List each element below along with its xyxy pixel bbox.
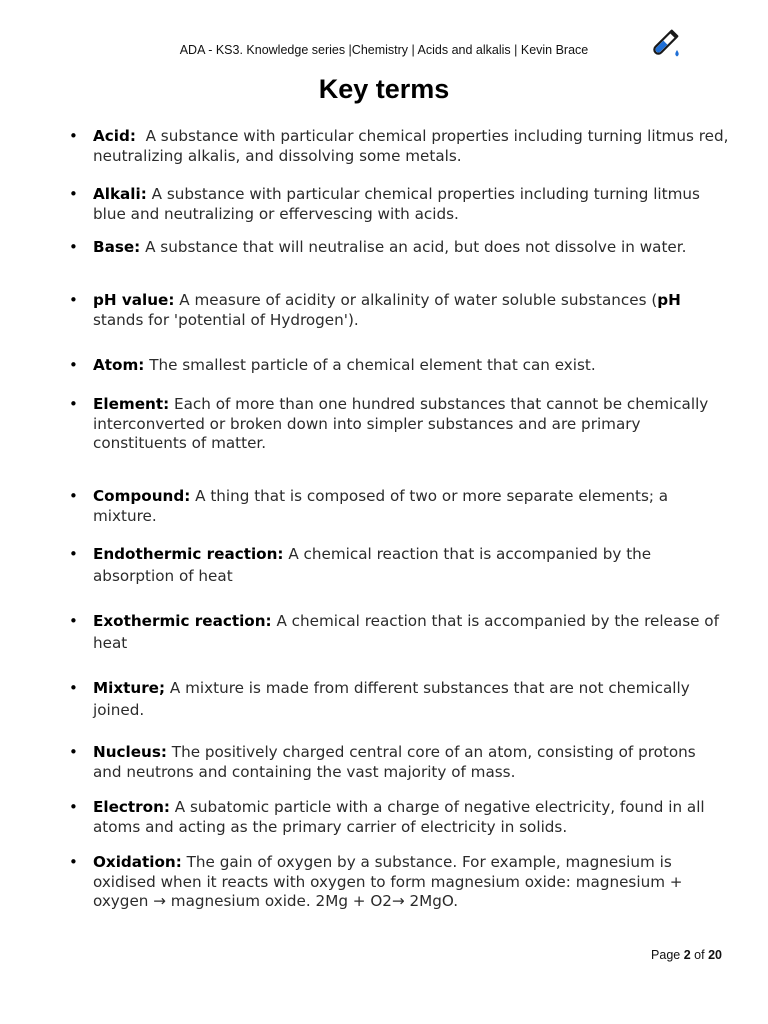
term-definition: A chemical reaction that is accompanied by the absorption of heat: [93, 545, 652, 585]
term-label: Alkali:: [93, 185, 147, 203]
term-definition-a: A measure of acidity or alkalinity of water soluble substances (: [179, 291, 658, 309]
term-definition: The smallest particle of a chemical element that can exist.: [149, 356, 596, 374]
bullet: •: [69, 291, 78, 309]
bullet: •: [69, 487, 78, 505]
term-exothermic-reaction: [69, 610, 729, 654]
term-label: Compound:: [93, 487, 191, 505]
bullet: •: [69, 127, 78, 145]
term-definition: The gain of oxygen by a substance. For example, magnesium is oxidised when it reacts with oxygen to form magnesium oxide: magnesium + oxygen → magnesium oxide. 2Mg + O2→ 2MgO.: [93, 853, 683, 910]
term-nucleus: [69, 743, 729, 782]
term-definition-bold: pH: [657, 291, 681, 309]
term-base: [69, 238, 729, 258]
term-label: Exothermic reaction:: [93, 612, 272, 630]
bullet: •: [69, 798, 78, 816]
page-title: Key terms: [318, 74, 450, 104]
page-label: Page: [651, 948, 681, 962]
term-compound: [69, 487, 729, 526]
term-definition: A mixture is made from different substances that are not chemically joined.: [93, 679, 690, 719]
page-header: ADA - KS3. Knowledge series |Chemistry | Acids and alkalis | Kevin Brace: [179, 43, 589, 57]
term-mixture: [69, 677, 729, 721]
page-number: [651, 948, 722, 962]
term-definition: A chemical reaction that is accompanied by the release of heat: [93, 612, 719, 652]
term-label: Acid:: [93, 127, 136, 145]
term-definition: A substance that will neutralise an acid, but does not dissolve in water.: [145, 238, 687, 256]
test-tube-icon: [648, 28, 684, 62]
term-alkali: [69, 185, 729, 224]
bullet: •: [69, 679, 78, 697]
term-definition: A substance with particular chemical properties including turning litmus blue and neutralizing or effervescing with acids.: [93, 185, 700, 223]
term-oxidation: [69, 853, 729, 912]
page-current: 2: [683, 948, 691, 962]
term-acid: [69, 127, 729, 166]
page-total: 20: [708, 948, 722, 962]
term-definition: A subatomic particle with a charge of negative electricity, found in all atoms and acting as the primary carrier of electricity in solids.: [93, 798, 705, 836]
term-definition: A substance with particular chemical properties including turning litmus red, neutralizing alkalis, and dissolving some metals.: [93, 127, 729, 165]
term-label: Oxidation:: [93, 853, 182, 871]
bullet: •: [69, 395, 78, 413]
term-atom: [69, 356, 729, 376]
bullet: •: [69, 185, 78, 203]
of-label: of: [694, 948, 705, 962]
term-definition: Each of more than one hundred substances that cannot be chemically interconverted or broken down into simpler substances and are primary constituents of matter.: [93, 395, 709, 452]
bullet: •: [69, 545, 78, 563]
term-definition: A thing that is composed of two or more separate elements; a mixture.: [93, 487, 669, 525]
term-label: Element:: [93, 395, 170, 413]
term-definition-b: stands for 'potential of Hydrogen').: [93, 310, 359, 329]
term-label: Nucleus:: [93, 743, 167, 761]
bullet: •: [69, 356, 78, 374]
term-electron: [69, 798, 729, 837]
term-endothermic-reaction: [69, 543, 729, 587]
term-label: Electron:: [93, 798, 170, 816]
term-ph-value: [69, 291, 729, 330]
term-definition: The positively charged central core of an atom, consisting of protons and neutrons and containing the vast majority of mass.: [93, 743, 696, 781]
bullet: •: [69, 853, 78, 871]
term-element: [69, 395, 729, 454]
term-label: Endothermic reaction:: [93, 545, 284, 563]
term-label: Mixture;: [93, 679, 166, 697]
bullet: •: [69, 238, 78, 256]
bullet: •: [69, 612, 78, 630]
term-label: Base:: [93, 238, 141, 256]
term-label: Atom:: [93, 356, 145, 374]
bullet: •: [69, 743, 78, 761]
term-label: pH value:: [93, 291, 175, 309]
